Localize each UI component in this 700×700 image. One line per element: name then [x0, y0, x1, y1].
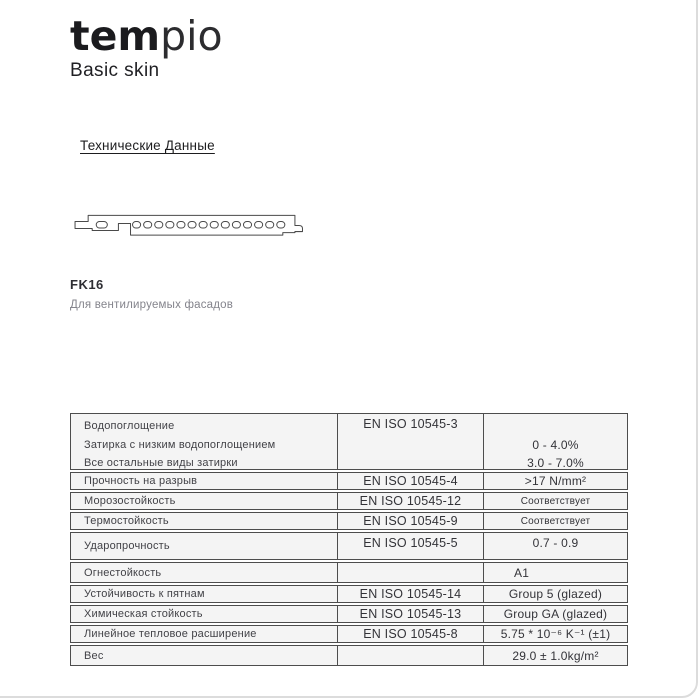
value-line: 3.0 - 7.0% — [527, 456, 584, 470]
property-cell: Огнестойкость — [71, 563, 338, 582]
property-cell: Химическая стойкость — [71, 606, 338, 622]
standard-cell — [338, 414, 484, 469]
logo-text-light: pio — [160, 12, 223, 60]
property-cell: Прочность на разрыв — [71, 473, 338, 489]
value-cell: >17 N/mm² — [524, 474, 587, 488]
table-row-chemical-resistance — [70, 605, 628, 623]
standard-label: EN ISO 10545-3 — [363, 417, 458, 431]
standard-cell: EN ISO 10545-13 — [338, 606, 484, 622]
table-row-thermal-expansion — [70, 625, 628, 643]
standard-cell: EN ISO 10545-4 — [338, 473, 484, 489]
property-cell: Вес — [71, 646, 338, 665]
standard-cell: EN ISO 10545-8 — [338, 626, 484, 642]
property-cell: Устойчивость к пятнам — [71, 586, 338, 602]
standard-cell: EN ISO 10545-12 — [338, 493, 484, 509]
value-cell: Соответствует — [520, 495, 591, 507]
property-cell: Линейное тепловое расширение — [71, 626, 338, 642]
standard-cell: EN ISO 10545-9 — [338, 513, 484, 529]
standard-cell: EN ISO 10545-5 — [338, 533, 484, 559]
value-cell: Соответствует — [520, 515, 591, 527]
value-cell: A1 — [514, 565, 530, 580]
tempio-logo — [70, 14, 700, 58]
brand-header — [0, 0, 700, 82]
property-cell: Термостойкость — [71, 513, 338, 529]
property-cell: Ударопрочность — [71, 533, 338, 559]
table-row-tensile-strength — [70, 472, 628, 490]
panel-profile-svg — [70, 211, 304, 237]
standard-cell: EN ISO 10545-14 — [338, 586, 484, 602]
table-row-frost-resistance — [70, 492, 628, 510]
value-cell — [484, 414, 627, 469]
value-cell: 29.0 ± 1.0kg/m² — [512, 648, 599, 663]
value-cell: 5.75 * 10⁻⁶ K⁻¹ (±1) — [500, 627, 611, 641]
value-cell: 0.7 - 0.9 — [532, 536, 579, 550]
section-heading: Технические Данные — [80, 138, 215, 153]
property-line: Затирка с низким водопоглощением — [84, 438, 276, 451]
value-cell: Group 5 (glazed) — [508, 587, 603, 601]
standard-cell — [338, 646, 484, 665]
logo-text-bold: tem — [70, 12, 161, 60]
panel-cross-section-icon — [70, 211, 304, 237]
table-row-water-absorption — [70, 413, 628, 470]
table-row-fire-resistance — [70, 562, 628, 583]
property-cell — [71, 414, 338, 469]
table-row-thermal-resistance — [70, 512, 628, 530]
table-row-stain-resistance — [70, 585, 628, 603]
standard-cell — [338, 563, 484, 582]
property-line: Все остальные виды затирки — [84, 457, 238, 469]
value-cell: Group GA (glazed) — [503, 607, 608, 621]
value-line: 0 - 4.0% — [532, 437, 579, 452]
table-row-weight — [70, 645, 628, 666]
property-line: Водопоглощение — [84, 420, 175, 432]
spec-table — [70, 413, 628, 668]
product-code: FK16 — [70, 277, 104, 292]
property-cell: Морозостойкость — [71, 493, 338, 509]
table-row-impact-resistance — [70, 532, 628, 560]
brand-subtitle: Basic skin — [70, 60, 160, 81]
product-description: Для вентилируемых фасадов — [70, 299, 234, 311]
